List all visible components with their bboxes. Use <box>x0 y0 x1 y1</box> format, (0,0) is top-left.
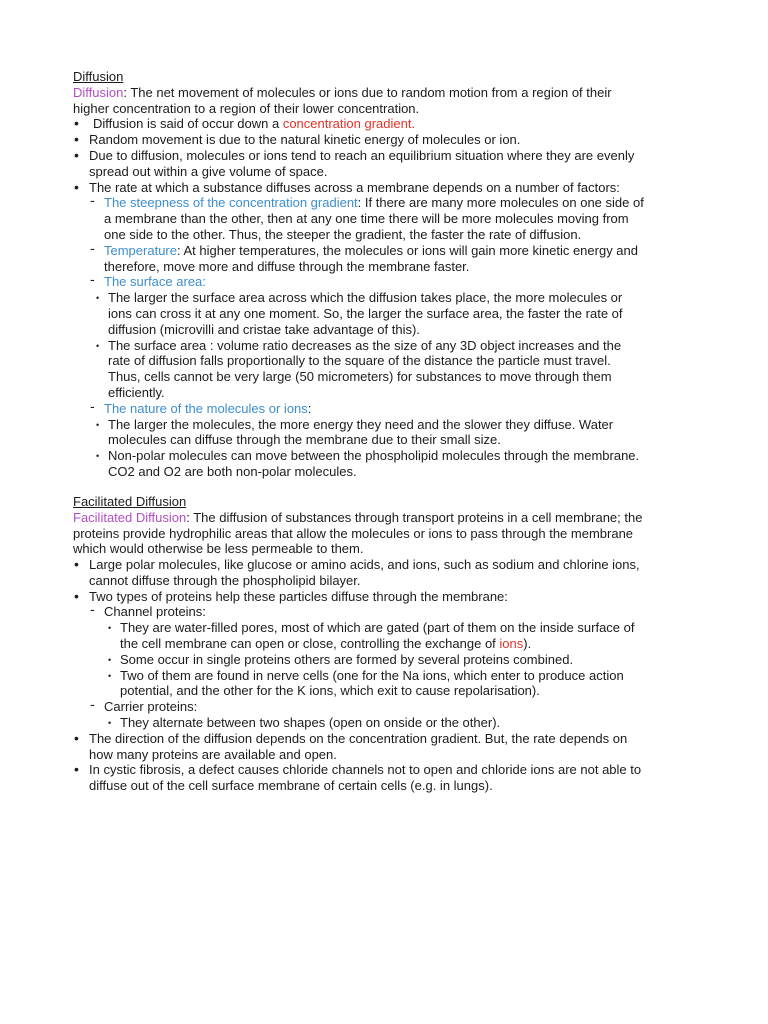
bullet-item: • The rate at which a substance diffuses across a membrane depends on a number of factors: <box>73 180 733 196</box>
factor-text: : If there are many more molecules on one side of <box>357 195 644 211</box>
bullet-continuation: spread out within a give volume of space. <box>89 163 328 179</box>
factor-name: The surface area: <box>104 274 206 290</box>
sub-bullet-item: • They are water-filled pores, most of which are gated (part of them on the inside surface of <box>73 620 733 636</box>
factor-item <box>73 243 733 259</box>
factor-name: The steepness of the concentration gradient <box>104 195 358 211</box>
sub-bullet-item: • The larger the molecules, the more energy they need and the slower they diffuse. Water <box>73 417 733 433</box>
definition-text: : The diffusion of substances through transport proteins in a cell membrane; the <box>186 509 643 525</box>
sub-bullet-item: • They alternate between two shapes (open on onside or the other). <box>73 715 733 731</box>
bullet-text: Diffusion is said of occur down a <box>93 116 283 132</box>
diffusion-section <box>73 69 733 480</box>
bullet-item: • In cystic fibrosis, a defect causes chloride channels not to open and chloride ions are not able to <box>73 762 733 778</box>
bullet-item <box>73 116 733 132</box>
factor-item <box>73 401 733 417</box>
highlighted-term: ions <box>499 636 524 652</box>
bullet-item: • Two types of proteins help these particles diffuse through the membrane: <box>73 589 733 605</box>
factor-item <box>73 195 733 211</box>
sub-bullet-item: • The larger the surface area across which the diffusion takes place, the more molecules or <box>73 290 733 306</box>
definition-continuation: which would otherwise be less permeable to them. <box>73 541 364 557</box>
defined-term: Facilitated Diffusion <box>73 509 187 525</box>
sub-bullet-text: the cell membrane can open or close, controlling the exchange of <box>120 636 500 652</box>
definition-continuation: higher concentration to a region of their lower concentration. <box>73 100 420 116</box>
sub-bullet-continuation: rate of diffusion falls proportionally to the square of the distance the particle must travel. <box>108 353 611 369</box>
factor-text: : <box>307 400 312 416</box>
factor-continuation: one side to the other. Thus, the steeper the gradient, the faster the rate of diffusion. <box>104 226 582 242</box>
definition-text: : The net movement of molecules or ions due to random motion from a region of their <box>123 84 612 100</box>
factor-name: The nature of the molecules or ions <box>104 400 308 416</box>
document-page <box>73 69 733 794</box>
sub-bullet-item: • Non-polar molecules can move between the phospholipid molecules through the membrane. <box>73 448 733 464</box>
bullet-continuation: cannot diffuse through the phospholipid bilayer. <box>89 572 361 588</box>
section-heading: Facilitated Diffusion <box>73 493 187 509</box>
factor-text: : At higher temperatures, the molecules or ions will gain more kinetic energy and <box>176 242 638 258</box>
facilitated-diffusion-section <box>73 494 733 794</box>
sub-bullet-continuation: Thus, cells cannot be very large (50 micrometers) for substances to move through them <box>108 369 612 385</box>
highlighted-term: concentration gradient. <box>282 116 416 132</box>
bullet-item: • Due to diffusion, molecules or ions tend to reach an equilibrium situation where they are evenly <box>73 148 733 164</box>
factor-continuation: therefore, move more and diffuse through the membrane faster. <box>104 258 470 274</box>
factor-item <box>73 274 733 290</box>
sub-bullet-continuation: efficiently. <box>108 384 165 400</box>
sub-bullet-continuation: potential, and the other for the K ions, which exit to cause repolarisation). <box>120 683 540 699</box>
definition-continuation: proteins provide hydrophilic areas that allow the molecules or ions to pass through the membrane <box>73 525 634 541</box>
bullet-continuation: diffuse out of the cell surface membrane of certain cells (e.g. in lungs). <box>89 778 493 794</box>
sub-bullet-text: ). <box>523 636 532 652</box>
sub-bullet-continuation: CO2 and O2 are both non-polar molecules. <box>108 463 357 479</box>
sub-bullet-continuation: diffusion (microvilli and cristae take advantage of this). <box>108 321 420 337</box>
sub-bullet-continuation: molecules can diffuse through the membrane due to their small size. <box>108 432 501 448</box>
sub-bullet-item: • Two of them are found in nerve cells (one for the Na ions, which enter to produce action <box>73 668 733 684</box>
protein-type-item: - Carrier proteins: <box>73 699 733 715</box>
definition <box>73 510 733 526</box>
section-heading: Diffusion <box>73 69 124 84</box>
protein-type-item: - Channel proteins: <box>73 604 733 620</box>
bullet-continuation: how many proteins are available and open. <box>89 746 337 762</box>
sub-bullet-item: • The surface area : volume ratio decreases as the size of any 3D object increases and the <box>73 338 733 354</box>
sub-bullet-continuation: ions can cross it at any one moment. So, the larger the surface area, the faster the rate of <box>108 305 623 321</box>
bullet-item: • Random movement is due to the natural kinetic energy of molecules or ion. <box>73 132 733 148</box>
bullet-item: • Large polar molecules, like glucose or amino acids, and ions, such as sodium and chlorine ions, <box>73 557 733 573</box>
sub-bullet-continuation <box>73 636 733 652</box>
definition <box>73 85 733 101</box>
sub-bullet-item: • Some occur in single proteins others are formed by several proteins combined. <box>73 652 733 668</box>
defined-term: Diffusion <box>73 84 124 100</box>
factor-continuation: a membrane than the other, then at any one time there will be more molecules moving from <box>104 211 629 227</box>
bullet-item: • The direction of the diffusion depends on the concentration gradient. But, the rate depends on <box>73 731 733 747</box>
factor-name: Temperature <box>104 242 177 258</box>
